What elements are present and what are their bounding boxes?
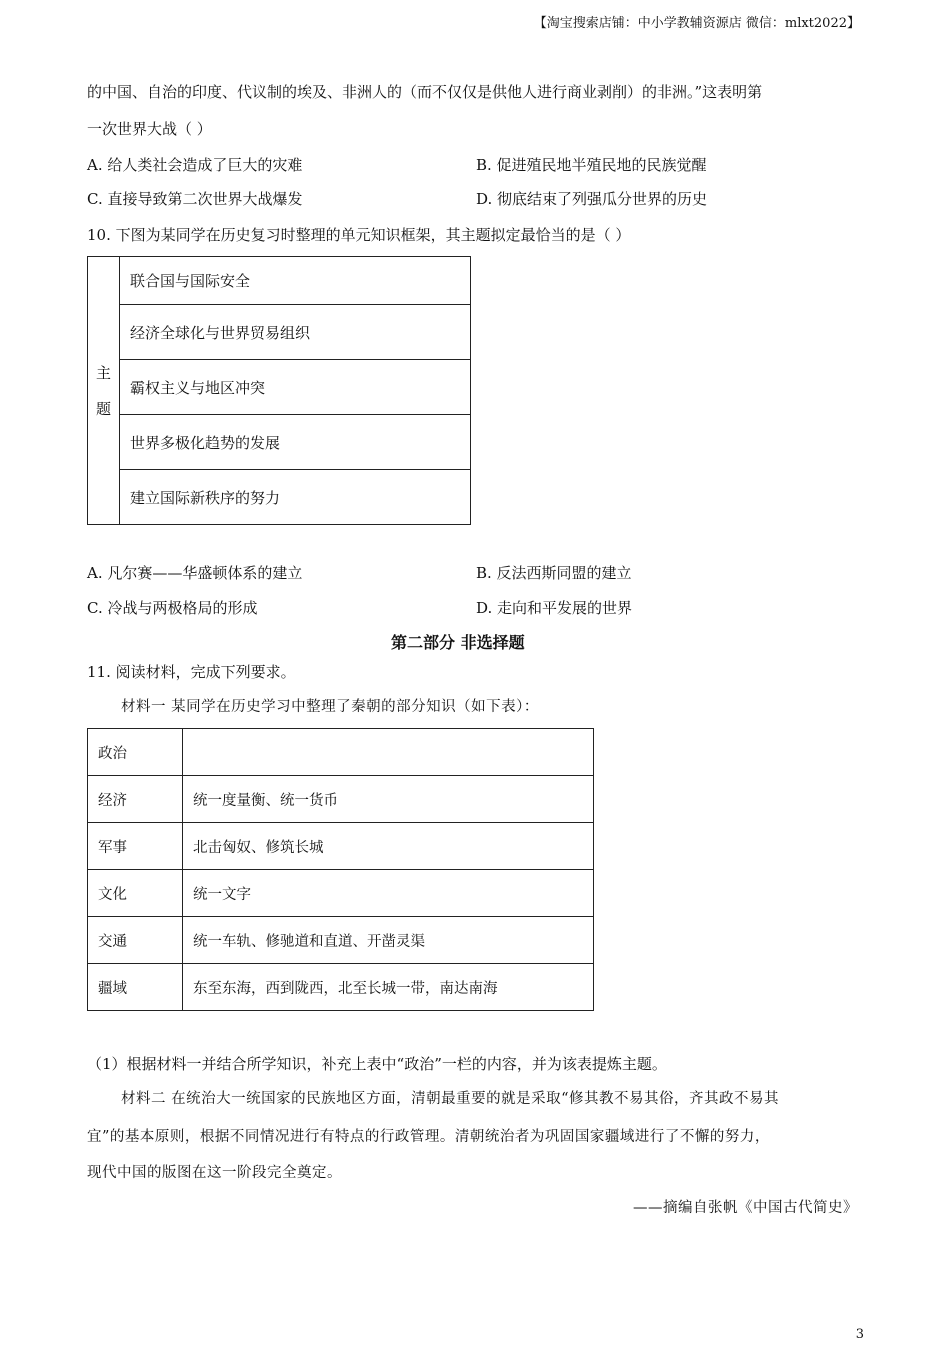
table-value [183, 729, 594, 776]
table-key: 文化 [88, 870, 183, 917]
page-header: 【淘宝搜索店铺：中小学教辅资源店 微信：mlxt2022】 [533, 16, 860, 31]
table-value: 东至东海，西到陇西，北至长城一带，南达南海 [183, 964, 594, 1011]
q10-option-c: C. 冷战与两极格局的形成 [87, 599, 258, 617]
q11-source: ——摘编自张帆《中国古代简史》 [633, 1200, 858, 1216]
framework-row: 霸权主义与地区冲突 [120, 360, 471, 415]
framework-row: 经济全球化与世界贸易组织 [120, 305, 471, 360]
table-value: 统一车轨、修驰道和直道、开凿灵渠 [183, 917, 594, 964]
table-key: 交通 [88, 917, 183, 964]
table-key: 政治 [88, 729, 183, 776]
q11-material2-line1: 材料二 在统治大一统国家的民族地区方面，清朝最重要的就是采取“修其教不易其俗，齐其政不易其 [121, 1091, 780, 1107]
part2-title: 第二部分 非选择题 [391, 633, 525, 652]
framework-row: 联合国与国际安全 [120, 257, 471, 305]
qin-knowledge-table [87, 728, 594, 1011]
page-number: 3 [855, 1327, 864, 1342]
q10-option-b: B. 反法西斯同盟的建立 [476, 564, 632, 582]
q11-material1: 材料一 某同学在历史学习中整理了秦朝的部分知识（如下表）： [121, 699, 539, 715]
q9-option-d: D. 彻底结束了列强瓜分世界的历史 [476, 190, 708, 208]
q11-material2-line3: 现代中国的版图在这一阶段完全奠定。 [87, 1165, 342, 1181]
framework-side-label: 主 题 [88, 257, 120, 525]
q10-stem: 10. 下图为某同学在历史复习时整理的单元知识框架，其主题拟定最恰当的是（ ） [87, 226, 631, 244]
q9-stem-line2: 一次世界大战（ ） [87, 120, 212, 138]
q9-option-a: A. 给人类社会造成了巨大的灾难 [87, 156, 303, 174]
q9-option-c: C. 直接导致第二次世界大战爆发 [87, 190, 303, 208]
table-value: 统一度量衡、统一货币 [183, 776, 594, 823]
q11-subquestion-1: （1）根据材料一并结合所学知识，补充上表中“政治”一栏的内容，并为该表提炼主题。 [87, 1055, 667, 1073]
table-key: 军事 [88, 823, 183, 870]
table-key: 经济 [88, 776, 183, 823]
q10-framework-table [87, 256, 471, 525]
framework-row: 建立国际新秩序的努力 [120, 470, 471, 525]
framework-row: 世界多极化趋势的发展 [120, 415, 471, 470]
q9-option-b: B. 促进殖民地半殖民地的民族觉醒 [476, 156, 707, 174]
table-value: 统一文字 [183, 870, 594, 917]
q10-option-a: A. 凡尔赛——华盛顿体系的建立 [87, 564, 303, 582]
table-value: 北击匈奴、修筑长城 [183, 823, 594, 870]
q10-option-d: D. 走向和平发展的世界 [476, 599, 633, 617]
q9-stem-line1: 的中国、自治的印度、代议制的埃及、非洲人的（而不仅仅是供他人进行商业剥削）的非洲。”这表明第 [87, 83, 763, 101]
table-key: 疆域 [88, 964, 183, 1011]
q11-material2-line2: 宜”的基本原则，根据不同情况进行有特点的行政管理。清朝统治者为巩固国家疆域进行了不懈的努力， [87, 1129, 770, 1145]
q11-stem: 11. 阅读材料，完成下列要求。 [87, 663, 296, 681]
